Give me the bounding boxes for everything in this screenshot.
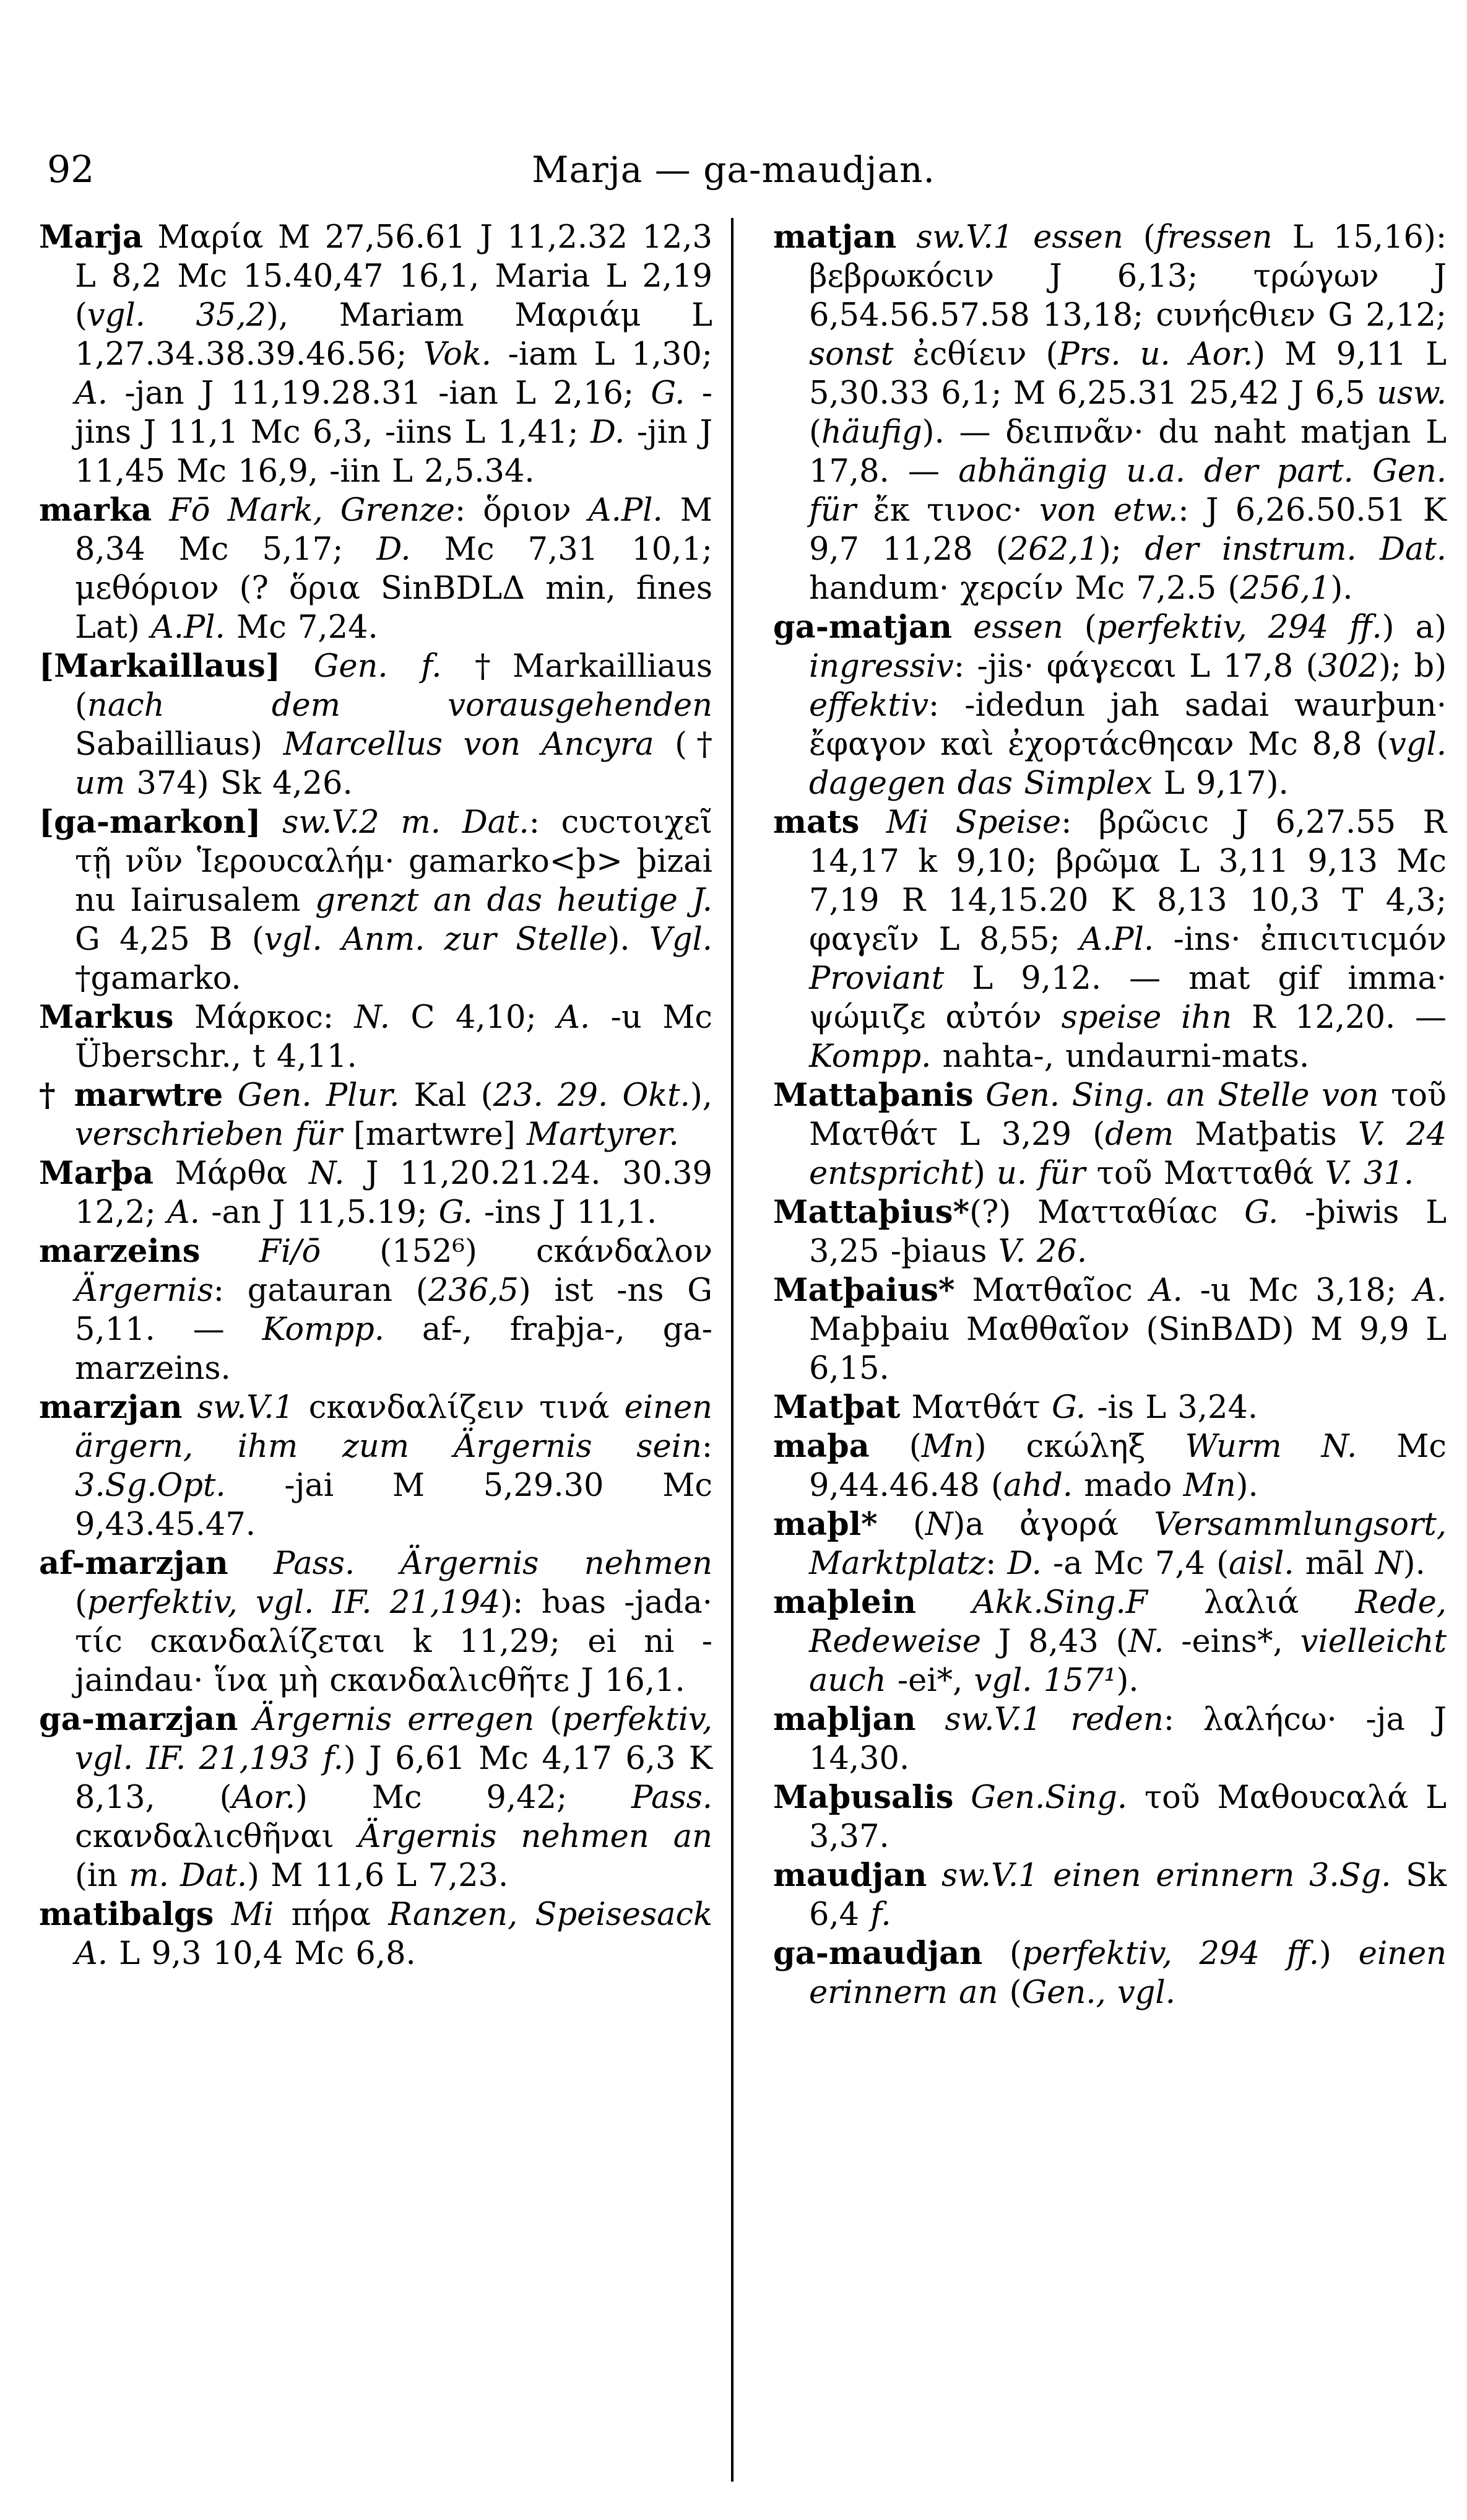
entry-text: -jai M 5,29.30 Mc 9,43.45.47. [75,1467,712,1543]
entry-text: ) a) [1382,609,1447,646]
entry-text: Ärgernis [75,1272,214,1309]
entry-text: sw.V.2 m. Dat. [261,804,529,841]
entry-text: usw. [1377,375,1447,412]
entry-text: L 9,3 10,4 Mc 6,8. [108,1936,416,1972]
entry-text: N. [1128,1623,1164,1660]
entry-text: (?) Ματταθίαϲ [969,1194,1245,1231]
entry-text: ) [1319,1936,1359,1972]
entry-text: A. [75,1936,108,1972]
dictionary-entry [773,1856,1447,1934]
headword: Marþa [39,1155,154,1192]
dictionary-entry [39,998,712,1076]
headword: ga-marzjan [39,1701,238,1738]
entry-text: Vok. [423,336,491,373]
entry-text: A.Pl. [1080,921,1154,958]
entry-text: 3.Sg. [1309,1857,1391,1894]
entry-text: V. 24 entspricht [809,1116,1447,1192]
headword: Marja [39,219,143,256]
entry-text: -u Mc 3,18; [1182,1272,1414,1309]
entry-text: †gamarko. [75,960,241,997]
entry-text: -ins· ἐπιϲιτιϲμόν [1154,921,1447,958]
entry-text: Pass. [631,1779,712,1816]
entry-text: ) Mc 9,42; [295,1779,631,1816]
entry-text: V. 31. [1325,1155,1414,1192]
entry-text: ( [809,414,821,451]
entry-text: abhängig u.a. der part. Gen. für [809,453,1447,529]
entry-text: Mn [1183,1467,1236,1504]
entry-text: J 11,20.21.24. 30.39 12,2; [75,1155,712,1231]
entry-text: Mc 7,24. [225,609,378,646]
entry-text: R 12,20. — [1232,999,1447,1036]
headword: maþlein [773,1584,916,1621]
entry-text: ). [1235,1467,1258,1504]
dictionary-entry [773,1778,1447,1856]
dictionary-entry [39,491,712,647]
dictionary-entry [773,1700,1447,1778]
right-column [773,218,1447,2012]
entry-text: mado [1073,1467,1184,1504]
entry-text: vgl. dagegen das Simplex [809,726,1447,802]
entry-text: ), Mariam Μαριάμ L 1,27.34.38.39.46.56; [75,297,712,373]
dictionary-entry [39,218,712,491]
entry-text: speise ihn [1061,999,1232,1036]
entry-text: ) M 9,11 L 5,30.33 6,1; M 6,25.31 25,42 J 6,5 [809,336,1447,412]
entry-text: ( [534,1701,563,1738]
dictionary-entry [773,1193,1447,1271]
entry-text: ). [1403,1545,1426,1582]
entry-text: G. [438,1194,473,1231]
dictionary-entry [773,608,1447,803]
dictionary-entry [39,1154,712,1232]
entry-text: ) [972,1155,997,1192]
entry-text: Gen. f. [280,648,442,685]
entry-text: ϲκανδαλίζειν τινά [293,1389,625,1426]
entry-text: Fi/ō [200,1233,321,1270]
entry-text: : -jis· φάγεϲαι L 17,8 ( [953,648,1318,685]
entry-text: Vgl. [649,921,712,958]
entry-text: ). [607,921,649,958]
headword: maþa [773,1428,870,1465]
dictionary-entry [773,1934,1447,2012]
entry-text: ). — δειπνᾶν· du naht matjan L 17,8. — [809,414,1447,490]
entry-text: N. [308,1155,345,1192]
entry-text: Μαρία M 27,56.61 J 11,2.32 12,3 L 8,2 Mc 15.40,47 16,1, Maria L 2,19 ( [75,219,712,334]
entry-text: sw.V.1 einen erinnern [927,1857,1295,1894]
entry-text: 302 [1318,648,1378,685]
headword: Matþaius* [773,1272,955,1309]
headword: Matþat [773,1389,901,1426]
entry-text: vgl. Anm. zur Stelle [264,921,608,958]
headword: [Markaillaus] [39,648,280,685]
entry-text: Kompp. [262,1311,384,1348]
headword: Maþusalis [773,1779,954,1816]
entry-text: A. [557,999,591,1036]
entry-text: († [654,726,712,763]
headword: Mattaþius* [773,1194,970,1231]
dictionary-entry [39,1895,712,1973]
entry-text: Sk 6,4 [809,1857,1447,1933]
entry-text: vgl. 35,2 [87,297,267,334]
headword: Markus [39,999,174,1036]
entry-text: A. [1413,1272,1447,1309]
entry-text: häufig [821,414,922,451]
entry-text: A. [75,375,108,412]
headword: marka [39,492,152,529]
entry-text: N [925,1506,953,1543]
entry-text: G 4,25 B ( [75,921,264,958]
entry-text: nach dem vorausgehenden [87,687,712,724]
entry-text: ); b) [1378,648,1447,685]
entry-text: Kompp. [809,1038,932,1075]
entry-text: ) J 6,61 Mc 4,17 6,3 K 8,13, ( [75,1740,712,1816]
entry-text [1282,1428,1322,1465]
dictionary-entry [773,1583,1447,1700]
entry-text: Martyrer. [526,1116,679,1153]
entry-text: A. [167,1194,200,1231]
dictionary-entry [773,218,1447,608]
entry-text: grenzt an das heutige J. [315,882,712,919]
page-header [0,147,1467,197]
entry-text: Sabailliaus) [75,726,283,763]
dictionary-entry [773,803,1447,1076]
entry-text: Mc 7,31 10,1; μεθόριον (? ὅρια SinBDLΔ min, fines Lat) [75,531,712,646]
entry-text: 374) Sk 4,26. [125,765,353,802]
entry-text: A.Pl. [588,492,663,529]
headword: matjan [773,219,897,256]
entry-text: -þiwis L 3,25 -þiaus [809,1194,1447,1270]
entry-text: (152⁶) ϲκάνδαλον [321,1233,712,1270]
headword: ga-matjan [773,609,953,646]
entry-text: Fō Mark, Grenze [152,492,455,529]
entry-text: τοῦ Ματταθά [1085,1155,1325,1192]
entry-text: : ὅριον [455,492,589,529]
entry-text: ϲκανδαλιϲθῆναι [75,1818,358,1855]
text-columns [39,218,1447,2012]
entry-text: ), [690,1077,712,1114]
entry-text: sw.V.1 essen [896,219,1123,256]
entry-text: A.Pl. [150,609,225,646]
entry-text: um [75,765,126,802]
entry-text: perfektiv, vgl. IF. 21,193 f. [75,1701,712,1777]
entry-text: einen erinnern an [809,1936,1447,2011]
entry-text: vgl. 157¹ [974,1662,1117,1699]
entry-text: ἐϲθίειν ( [893,336,1058,373]
headword: maþljan [773,1701,916,1738]
entry-text: J 8,43 ( [980,1623,1128,1660]
entry-text: G. [651,375,685,412]
entry-text: Maþþaiu Μαθθαῖον (SinBΔD) M 9,9 L 6,15. [809,1311,1447,1387]
entry-text: handum· χερϲίν Mc 7,2.5 ( [809,570,1240,607]
entry-text: af-, fraþja-, ga-marzeins. [75,1311,712,1387]
entry-text: D. [590,414,625,451]
entry-text: G. [1051,1389,1086,1426]
running-title: Marja — ga-maudjan. [532,149,935,191]
entry-text: N. [1321,1428,1357,1465]
entry-text: Ματθαῖοϲ [954,1272,1150,1309]
page-number: 92 [47,148,95,191]
entry-text: ( [877,1506,925,1543]
entry-text: Mi [214,1897,274,1933]
entry-text: ( [75,1584,87,1621]
entry-text: V. 26. [998,1233,1088,1270]
entry-text: Rede, Redeweise [809,1584,1447,1660]
entry-text: sonst [809,336,894,373]
entry-text: -ins J 11,1. [472,1194,657,1231]
entry-text: -jins J 11,1 Mc 6,3, -iins L 1,41; [75,375,712,451]
entry-text: fressen [1155,219,1273,256]
entry-text: : -idedun jah sadai waurþun· ἔφαγον καὶ ἐχορτάϲθηϲαν Mc 8,8 ( [809,687,1447,763]
entry-text: Gen.Sing. [953,1779,1128,1816]
entry-text: ahd. [1003,1467,1073,1504]
entry-text: N. [354,999,390,1036]
entry-text: dem [1105,1116,1174,1153]
entry-text: -an J 11,5.19; [200,1194,439,1231]
entry-text: -jan J 11,19.28.31 -ian L 2,16; [108,375,651,412]
entry-text: ) ϲκώληξ [974,1428,1185,1465]
headword: marzeins [39,1233,201,1270]
entry-text: Ranzen, Speisesack [388,1897,713,1933]
dictionary-entry [773,1271,1447,1388]
entry-text: ἔκ τινοϲ· [856,492,1040,529]
headword: marzjan [39,1389,183,1426]
entry-text: Pass. Ärgernis nehmen [228,1545,712,1582]
entry-text: -eins*, [1164,1623,1300,1660]
entry-text: perfektiv, vgl. IF. 21,194 [87,1584,501,1621]
entry-text: vielleicht auch [809,1623,1447,1699]
entry-text: Wurm [1185,1428,1282,1465]
entry-text: Gen. Sing. an Stelle von [973,1077,1379,1114]
entry-text: ( [998,1975,1022,2011]
entry-text: perfektiv, 294 ff. [1096,609,1382,646]
entry-text: Gen., vgl. [1021,1975,1175,2011]
entry-text: u. für [997,1155,1086,1192]
entry-text: einen ärgern, ihm zum Ärgernis sein [75,1389,712,1465]
entry-text: nahta-, undaurni-mats. [931,1038,1310,1075]
headword: [ga-markon] [39,804,261,841]
entry-text: ( [1123,219,1156,256]
entry-text: : J 6,26.50.51 K 9,7 11,28 ( [809,492,1447,568]
entry-text: : [701,1428,712,1465]
entry-text: essen [952,609,1063,646]
entry-text: 3.Sg.Opt. [75,1467,226,1504]
entry-text: perfektiv, 294 ff. [1021,1936,1319,1972]
entry-text: sw.V.1 [182,1389,294,1426]
entry-text: [martwre] [342,1116,527,1153]
entry-text: Ärgernis nehmen an [358,1818,712,1855]
headword: matibalgs [39,1896,214,1933]
headword: † marwtre [39,1077,223,1114]
entry-text: effektiv [809,687,929,724]
entry-text: sw.V.1 reden [915,1701,1164,1738]
entry-text: M 8,34 Mc 5,17; [75,492,713,568]
entry-text: Akk.Sing.F [915,1584,1148,1621]
entry-text: ) M 11,6 L 7,23. [247,1857,509,1894]
entry-text: τοῦ Μαθουϲαλά L 3,37. [809,1779,1447,1855]
entry-text: D. [376,531,411,568]
entry-text: -a Mc 7,4 ( [1041,1545,1229,1582]
entry-text: māl [1294,1545,1376,1582]
entry-text [1294,1857,1309,1894]
entry-text: ) ist -ns G 5,11. — [75,1272,712,1348]
entry-text: λαλιά [1148,1584,1356,1621]
entry-text: πήρα [274,1897,389,1933]
entry-text: ( [869,1428,922,1465]
entry-text: G. [1244,1194,1279,1231]
entry-text: Prs. u. Aor. [1058,336,1253,373]
entry-text: 23. 29. Okt. [493,1077,690,1114]
entry-text: : gatauran ( [213,1272,428,1309]
entry-text: -iam L 1,30; [491,336,712,373]
entry-text: von etw. [1039,492,1179,529]
entry-text: τοῦ Ματθάτ L 3,29 ( [809,1077,1447,1153]
entry-text: (in [75,1857,129,1894]
entry-text: †Markailliaus ( [75,648,712,724]
entry-text: Aor. [232,1779,296,1816]
dictionary-entry [39,1388,712,1544]
entry-text: D. [1007,1545,1042,1582]
entry-text: Mi Speise [859,804,1062,841]
entry-text: 236,5 [428,1272,519,1309]
entry-text: Versammlungsort, Marktplatz [809,1506,1447,1582]
entry-text: : [985,1545,1008,1582]
dictionary-entry [39,803,712,998]
left-column [39,218,712,2012]
entry-text: aisl. [1229,1545,1294,1582]
entry-text: verschrieben für [75,1116,342,1153]
entry-text: L 15,16): βεβρωκόϲιν J 6,13; τρώγων J 6,54.56.57.58 13,18; ϲυνήϲθιεν G 2,12; [809,219,1447,334]
headword: maþl* [773,1506,878,1543]
entry-text: ). [1116,1662,1139,1699]
entry-text: Ματθάτ [900,1389,1052,1426]
dictionary-entry [39,1232,712,1388]
entry-text: Μάρκοϲ: [173,999,355,1036]
entry-text: m. Dat. [129,1857,248,1894]
entry-text: Mc 9,44.46.48 ( [809,1428,1447,1504]
entry-text: Proviant [809,960,945,997]
headword: ga-maudjan [773,1935,983,1972]
headword: af-marzjan [39,1545,228,1582]
entry-text: f. [870,1897,891,1933]
entry-text: 262,1 [1008,531,1099,568]
entry-text: Gen. Plur. [223,1077,400,1114]
entry-text: L 9,17). [1152,765,1289,802]
entry-text: Matþatis [1174,1116,1358,1153]
entry-text: A. [1149,1272,1183,1309]
dictionary-entry [773,1388,1447,1427]
dictionary-entry [773,1505,1447,1583]
entry-text: C 4,10; [389,999,558,1036]
entry-text: der instrum. Dat. [1145,531,1447,568]
entry-text: L 9,12. — mat gif imma· ψώμιζε αὐτόν [809,960,1447,1036]
entry-text: -is L 3,24. [1086,1389,1258,1426]
entry-text: -u Mc Überschr., t 4,11. [75,999,712,1075]
entry-text: : λαλήϲω· -ja J 14,30. [809,1701,1447,1777]
entry-text: )a ἀγορά [953,1506,1154,1543]
entry-text: 256,1 [1240,570,1331,607]
entry-text: Kal ( [399,1077,493,1114]
entry-text: ( [1063,609,1097,646]
dictionary-entry [773,1427,1447,1505]
entry-text: ): ƕas -jada· τίϲ ϲκανδαλίζεται k 11,29; ei ni -jaindau· ἵνα μὴ ϲκανδαλιϲθῆτε J 16,1. [75,1584,712,1699]
entry-text: : ϲυϲτοιχεῖ τῇ νῦν Ἱερουϲαλήμ· gamarko<þ> þizai nu Iairusalem [75,804,712,919]
entry-text: -ei*, [886,1662,974,1699]
entry-text: Μάρθα [154,1155,309,1192]
entry-text: Marcellus von Ancyra [283,726,654,763]
entry-text: ); [1098,531,1145,568]
entry-text: ( [982,1936,1022,1972]
entry-text: -jin J 11,45 Mc 16,9, -iin L 2,5.34. [75,414,712,490]
entry-text: ). [1330,570,1353,607]
entry-text: ingressiv [809,648,954,685]
entry-text: Ärgernis erregen [238,1701,535,1738]
dictionary-entry [39,1076,712,1154]
entry-text: Mn [921,1428,974,1465]
headword: Mattaþanis [773,1077,974,1114]
dictionary-entry [39,647,712,803]
dictionary-entry [773,1076,1447,1193]
dictionary-entry [39,1700,712,1895]
entry-text: N [1375,1545,1403,1582]
headword: maudjan [773,1857,927,1894]
entry-text: : βρῶϲιϲ J 6,27.55 R 14,17 k 9,10; βρῶμα L 3,11 9,13 Mc 7,19 R 14,15.20 K 8,13 10,3 T 4,3; φαγεῖν L 8,55; [809,804,1447,958]
headword: mats [773,804,860,841]
dictionary-entry [39,1544,712,1700]
